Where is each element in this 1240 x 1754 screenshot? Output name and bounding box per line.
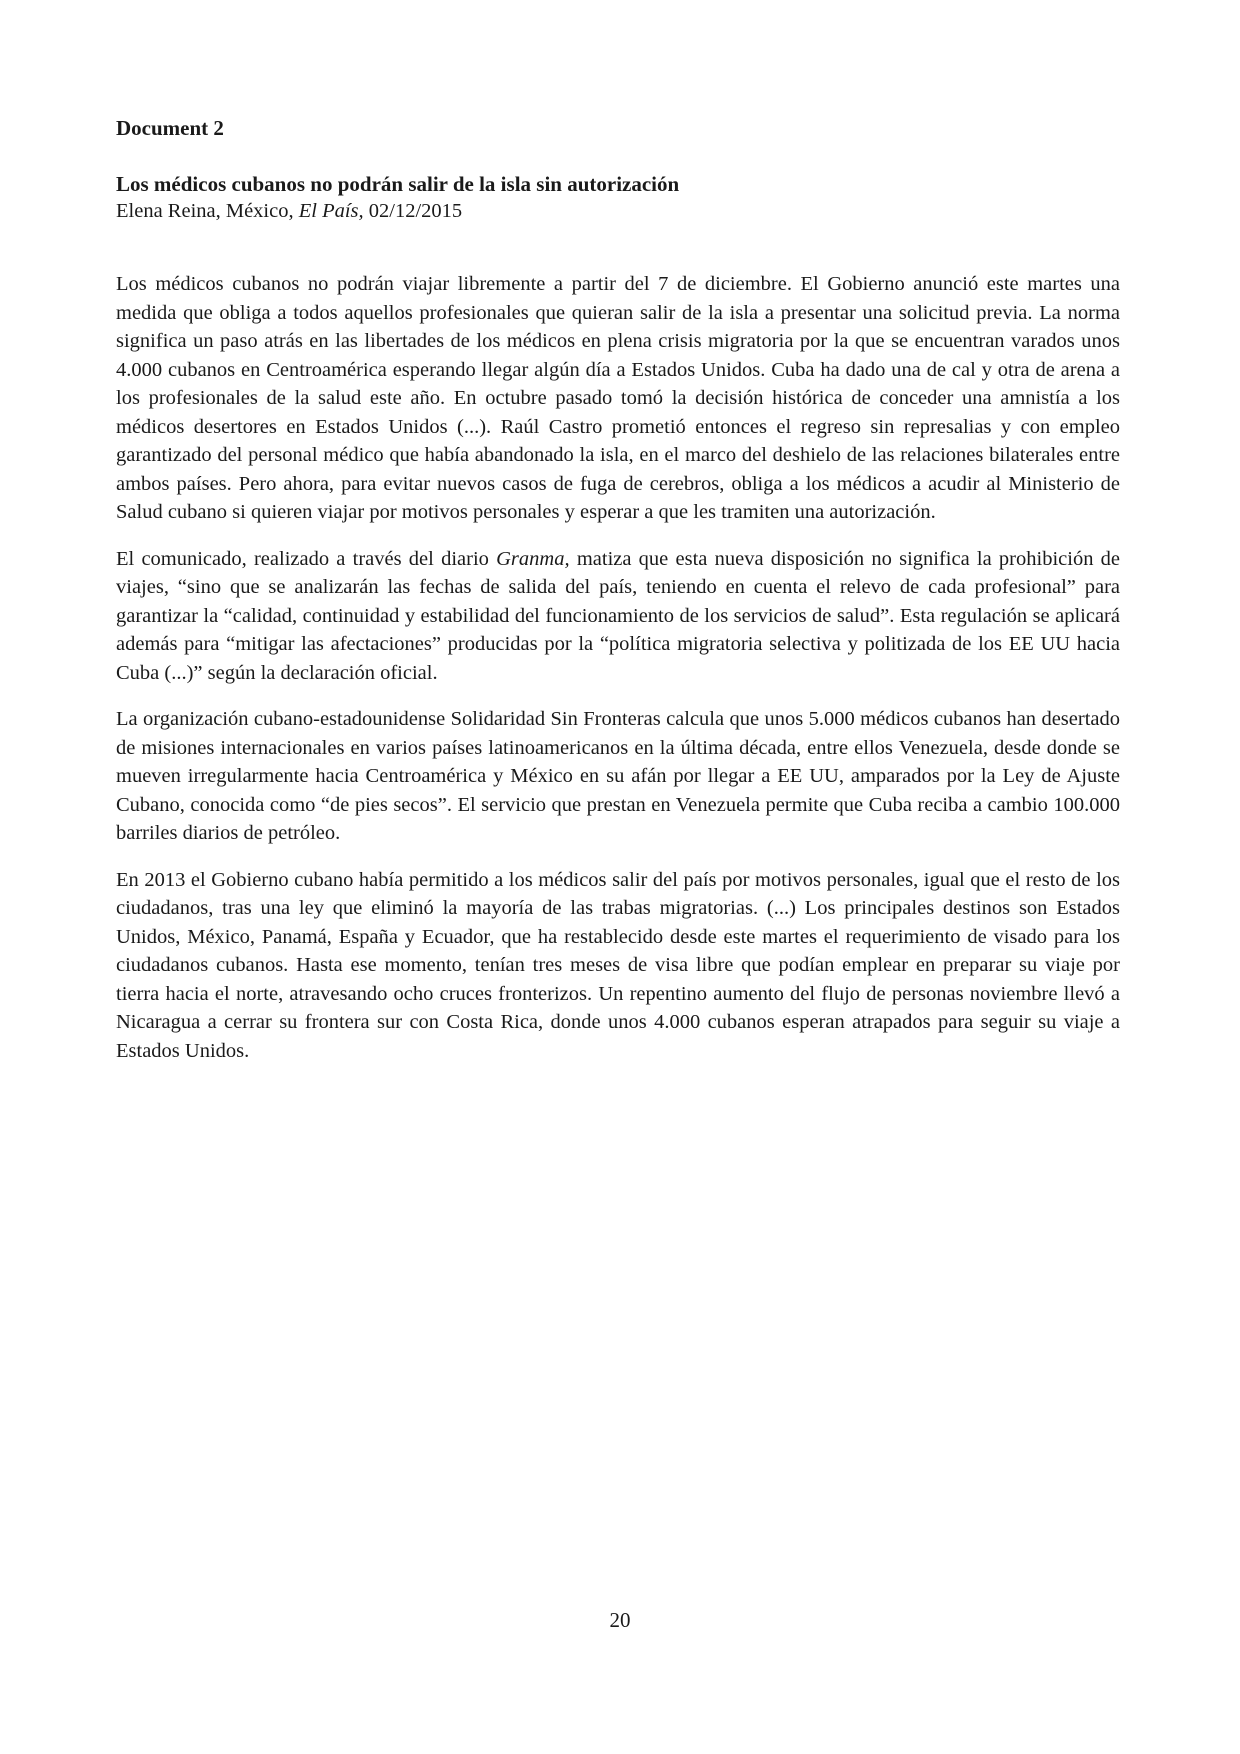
page-number: 20 bbox=[609, 1608, 631, 1632]
paragraph-3: La organización cubano-estadounidense Solidaridad Sin Fronteras calcula que unos 5.000 médicos cubanos han desertado de misiones internacionales en varios países latinoamericanos en la última década, entre ellos Venezuela, desde donde se mueven irregularmente hacia Centroamérica y México en su afán por llegar a EE UU, amparados por la Ley de Ajuste Cubano, conocida como “de pies secos”. El servicio que prestan en Venezuela permite que Cuba reciba a cambio 100.000 barriles diarios de petróleo. bbox=[116, 708, 1120, 844]
paragraph-2-rest: matiza que esta nueva disposición no significa la prohibición de viajes, “sino que se analizarán las fechas de salida del país, teniendo en cuenta el relevo de cada profesional” para garantizar la “calidad, continuidad y estabilidad del funcionamiento de los servicios de salud”. Esta regulación se aplicará además para “mitigar las afectaciones” producidas por la “política migratoria selectiva y politizada de los EE UU hacia Cuba (...)” según la declaración oficial. bbox=[116, 547, 1121, 684]
article-title: Los médicos cubanos no podrán salir de la isla sin autorización bbox=[116, 172, 680, 196]
article-byline bbox=[116, 200, 462, 223]
paragraph-2 bbox=[116, 545, 1120, 688]
paragraph-4: En 2013 el Gobierno cubano había permitido a los médicos salir del país por motivos personales, igual que el resto de los ciudadanos, tras una ley que eliminó la mayoría de las trabas migratorias. (...) Los principales destinos son Estados Unidos, México, Panamá, España y Ecuador, que ha restablecido desde este martes el requerimiento de visado para los ciudadanos cubanos. Hasta ese momento, tenían tres meses de visa libre que podían emplear en preparar su viaje por tierra hacia el norte, atravesando ocho cruces fronterizos. Un repentino aumento del flujo de personas noviembre llevó a Nicaragua a cerrar su frontera sur con Costa Rica, donde unos 4.000 cubanos esperan atrapados para seguir su viaje a Estados Unidos. bbox=[116, 868, 1120, 1062]
byline-date: 02/12/2015 bbox=[368, 200, 463, 222]
byline-author-place: Elena Reina, México, bbox=[116, 200, 294, 222]
newspaper-name: Granma, bbox=[496, 547, 570, 570]
document-label: Document 2 bbox=[116, 116, 224, 140]
paragraph-1: Los médicos cubanos no podrán viajar libremente a partir del 7 de diciembre. El Gobierno anunció este martes una medida que obliga a todos aquellos profesionales que quieran salir de la isla a presentar una solicitud previa. La norma significa un paso atrás en las libertades de los médicos en plena crisis migratoria por la que se encuentran varados unos 4.000 cubanos en Centroamérica esperando llegar algún día a Estados Unidos. Cuba ha dado una de cal y otra de arena a los profesionales de la salud este año. En octubre pasado tomó la decisión histórica de conceder una amnistía a los médicos desertores en Estados Unidos (...). Raúl Castro prometió entonces el regreso sin represalias y con empleo garantizado del personal médico que había abandonado la isla, en el marco del deshielo de las relaciones bilaterales entre ambos países. Pero ahora, para evitar nuevos casos de fuga de cerebros, obliga a los médicos a acudir al Ministerio de Salud cubano si quieren viajar por motivos personales y esperar a que les tramiten una autorización. bbox=[116, 273, 1120, 523]
byline-source: El País, bbox=[298, 200, 364, 222]
paragraph-2-start: El comunicado, realizado a través del diario bbox=[116, 547, 489, 570]
article-body bbox=[116, 270, 1120, 1083]
